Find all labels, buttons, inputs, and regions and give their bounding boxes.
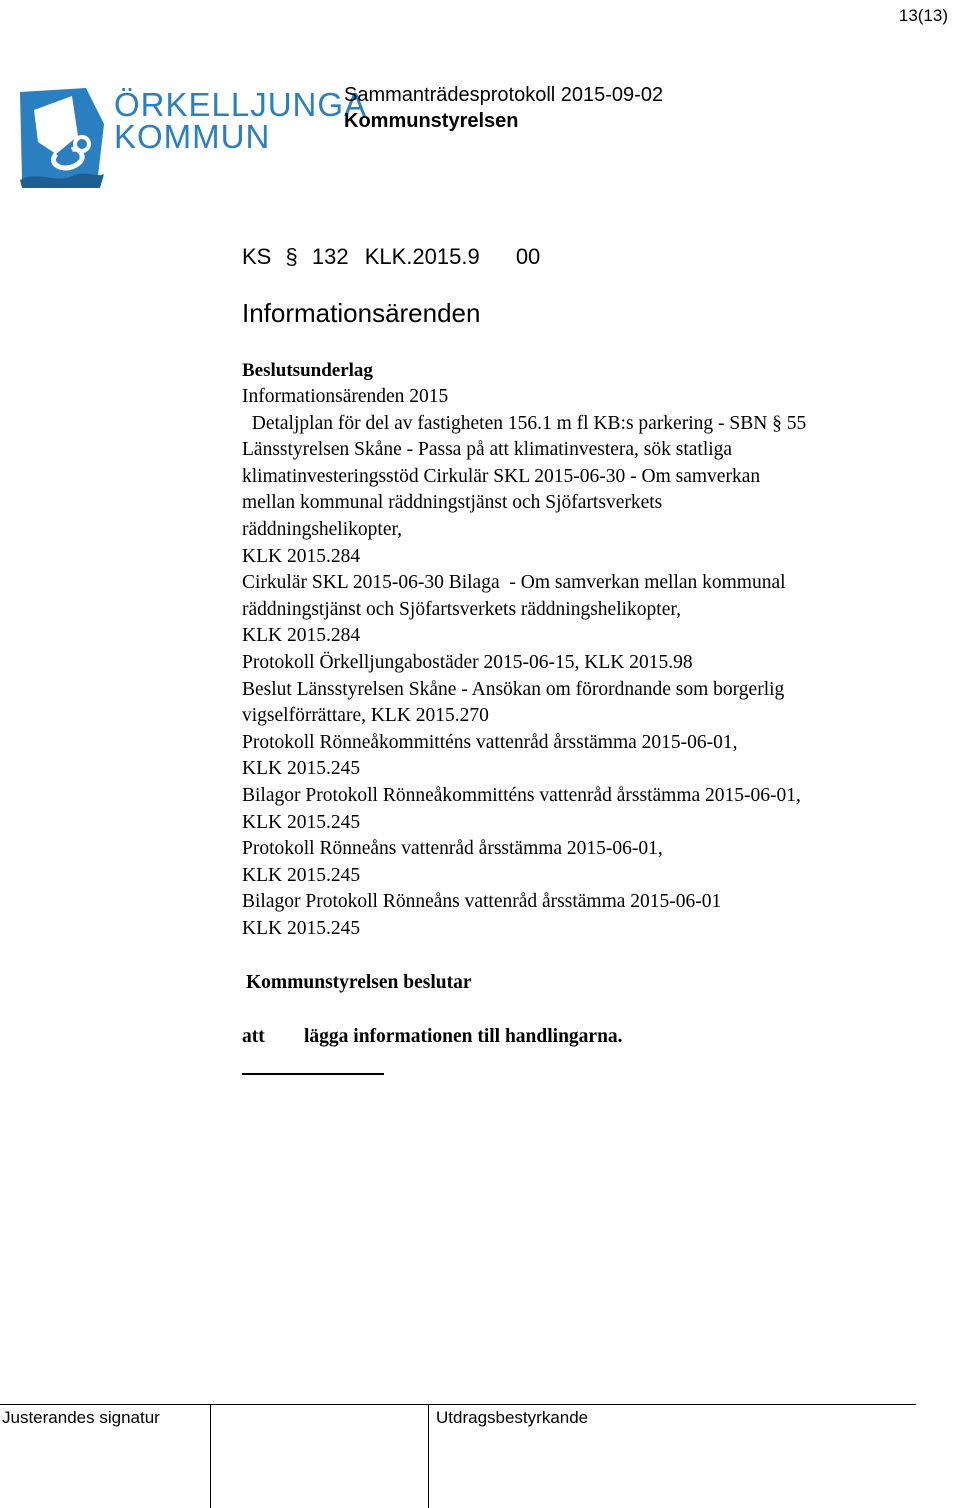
underlag-line: Detaljplan för del av fastigheten 156.1 m fl KB:s parkering - SBN § 55	[242, 412, 807, 434]
logo-wordmark-line2: KOMMUN	[114, 118, 271, 155]
underlag-line: KLK 2015.284	[242, 625, 361, 647]
signature-label: Justerandes signatur	[2, 1408, 160, 1427]
underlag-line: Cirkulär SKL 2015-06-30 Bilaga - Om samverkan mellan kommunal	[242, 572, 786, 594]
page-number: 13(13)	[898, 6, 948, 25]
underlag-line: Protokoll Rönneåns vattenråd årsstämma 2015-06-01,	[242, 838, 663, 860]
underlag-line: vigselförrättare, KLK 2015.270	[242, 705, 489, 727]
underlag-line: Bilagor Protokoll Rönneåkommitténs vattenråd årsstämma 2015-06-01,	[242, 784, 801, 806]
underlag-line: Informationsärenden 2015	[242, 386, 449, 407]
case-code: 00	[515, 244, 541, 269]
case-reference	[242, 244, 540, 270]
underlag-line: räddningstjänst och Sjöfartsverkets räddningshelikopter,	[242, 598, 681, 620]
decision-text: lägga informationen till handlingarna.	[304, 1026, 623, 1047]
underlag-label: Beslutsunderlag	[242, 360, 373, 381]
case-number: 132	[311, 244, 349, 269]
underlag-list	[242, 384, 932, 942]
decision-heading: Kommunstyrelsen beslutar	[246, 972, 472, 993]
underlag-line: räddningshelikopter,	[242, 518, 403, 540]
footer-rule	[0, 1404, 916, 1405]
footer-divider	[210, 1404, 211, 1508]
underlag-line: klimatinvesteringsstöd Cirkulär SKL 2015-06-30 - Om samverkan	[242, 465, 761, 487]
municipality-logo	[16, 84, 108, 190]
underlag-line: Protokoll Rönneåkommitténs vattenråd årsstämma 2015-06-01,	[242, 731, 738, 753]
footer-divider	[428, 1404, 429, 1508]
underlag-line: Länsstyrelsen Skåne - Passa på att klimatinvestera, sök statliga	[242, 439, 733, 461]
header-subtitle: Kommunstyrelsen	[344, 110, 519, 132]
case-diary-number: KLK.2015.9	[364, 244, 480, 269]
extract-certification-label: Utdragsbestyrkande	[436, 1408, 589, 1427]
underlag-line: KLK 2015.245	[242, 811, 361, 833]
underlag-line: Protokoll Örkelljungabostäder 2015-06-15, KLK 2015.98	[242, 651, 693, 673]
decision-att: att	[242, 1026, 265, 1047]
underlag-line: mellan kommunal räddningstjänst och Sjöfartsverkets	[242, 492, 663, 514]
underlag-line: KLK 2015.245	[242, 917, 361, 939]
underlag-line: KLK 2015.245	[242, 864, 361, 886]
underlag-line: Bilagor Protokoll Rönneåns vattenråd årsstämma 2015-06-01	[242, 891, 722, 913]
decision-end-rule	[242, 1073, 384, 1075]
logo-wordmark-line1: ÖRKELLJUNGA	[114, 86, 368, 123]
section-symbol: §	[285, 244, 298, 269]
underlag-line: KLK 2015.284	[242, 545, 361, 567]
header-title: Sammanträdesprotokoll 2015-09-02	[344, 84, 664, 106]
section-heading: Informationsärenden	[242, 298, 481, 328]
underlag-line: Beslut Länsstyrelsen Skåne - Ansökan om förordnande som borgerlig	[242, 678, 785, 700]
underlag-line: KLK 2015.245	[242, 758, 361, 780]
case-prefix: KS	[242, 244, 272, 269]
